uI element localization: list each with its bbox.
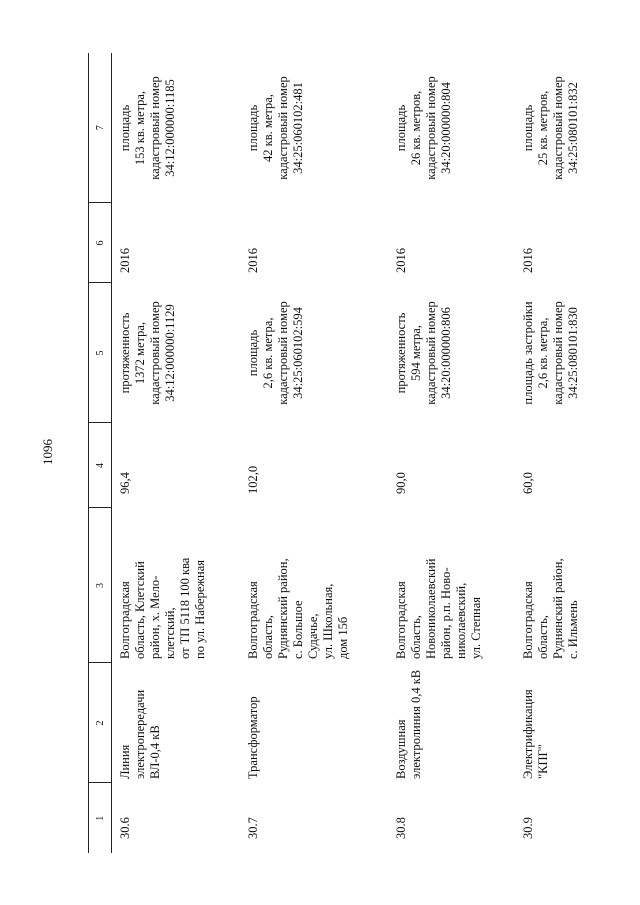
object-address: Волгоградская область, Клетский район, х. Мело- клетский, от ТП 5118 100 ква по ул. Набережная [118, 557, 207, 659]
object-characteristics: протяженность 1372 метра, кадастровый номер 34:12:000000:1129 [118, 301, 177, 405]
object-name: Линия электропередачи ВЛ-0,4 кВ [118, 689, 162, 779]
column-number: 6 [89, 203, 112, 283]
column-number: 5 [89, 283, 112, 423]
column-number: 7 [89, 53, 112, 203]
object-year: 2016 [118, 248, 132, 273]
object-value: 90,0 [393, 472, 408, 494]
row-number: 30.7 [245, 817, 260, 839]
object-name: Электрификация "КПГ" [521, 689, 551, 779]
column-number: 3 [89, 508, 112, 663]
object-address: Волгоградская область, Руднянский район, с. Большое Судачье, ул. Школьная, дом 15б [245, 558, 350, 659]
column-number: 2 [89, 663, 112, 783]
object-value: 60,0 [521, 472, 536, 494]
object-address: Волгоградская область, Новониколаевский район, р.п. Ново- николаевский, ул. Степная [393, 558, 483, 659]
table-row [515, 53, 603, 853]
row-number: 30.6 [118, 817, 132, 839]
object-characteristics: площадь 2,6 кв. метра, кадастровый номер 34:25:060102:594 [245, 301, 305, 405]
object-year: 2016 [393, 248, 408, 273]
object-name: Трансформатор [245, 696, 260, 779]
property-table [88, 53, 603, 853]
object-address: Волгоградская область, Руднянский район, с. Ильмень [521, 558, 581, 659]
land-plot: площадь 25 кв. метров, кадастровый номер 34:25:080101:832 [521, 76, 581, 180]
object-characteristics: площадь застройки 2,6 кв. метра, кадастровый номер 34:25:080101:830 [521, 301, 581, 405]
row-number: 30.9 [521, 817, 536, 839]
land-plot: площадь 153 кв. метра, кадастровый номер 34:12:000000:1185 [118, 76, 177, 180]
object-characteristics: протяженность 594 метра, кадастровый номер 34:20:000000:806 [393, 301, 453, 405]
table-row [112, 53, 240, 853]
row-number: 30.8 [393, 817, 408, 839]
column-number: 4 [89, 423, 112, 508]
column-number: 1 [89, 783, 112, 853]
object-year: 2016 [521, 248, 536, 273]
land-plot: площадь 26 кв. метров, кадастровый номер 34:20:000000:804 [393, 76, 453, 180]
page-number: 1096 [40, 439, 55, 465]
table-row [388, 53, 516, 853]
object-name: Воздушная электролиния 0,4 кВ [393, 669, 423, 779]
column-number-row [89, 53, 112, 853]
object-value: 96,4 [118, 472, 132, 494]
table-row [240, 53, 388, 853]
land-plot: площадь 42 кв. метра, кадастровый номер 34:25:060102:481 [245, 76, 305, 180]
object-value: 102,0 [245, 465, 260, 494]
object-year: 2016 [245, 248, 260, 273]
